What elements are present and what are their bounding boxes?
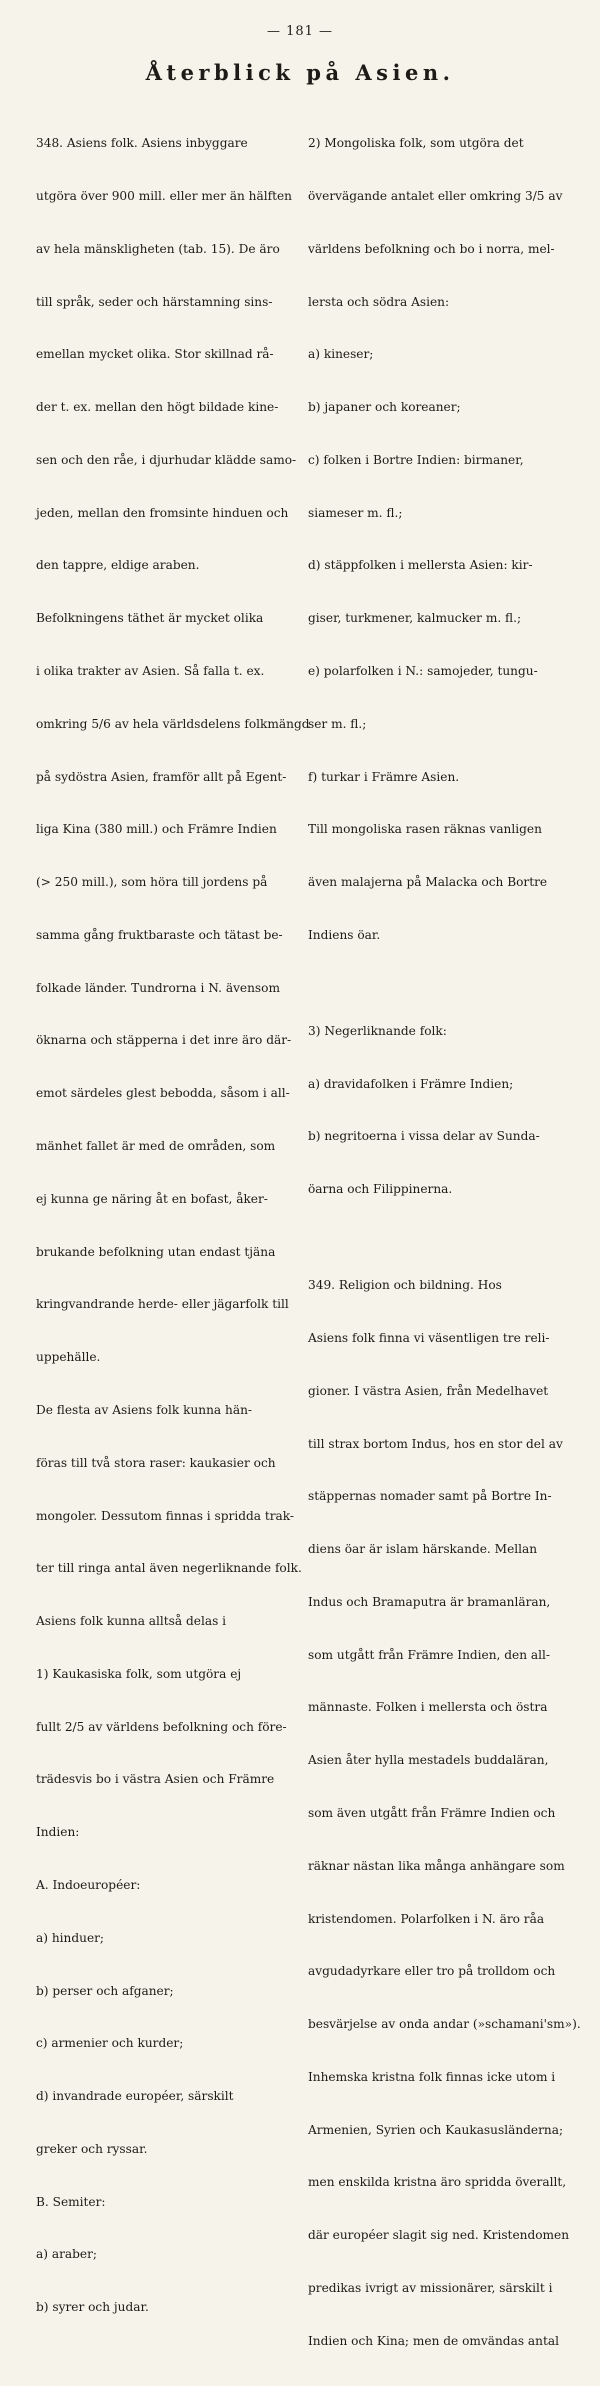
text-line: f) turkar i Främre Asien. (308, 769, 460, 784)
left-column (36, 100, 310, 2352)
text-line: även malajerna på Malacka och Bortre (308, 875, 548, 890)
text-line: på sydöstra Asien, framför allt på Egent- (36, 769, 287, 784)
text-line: avgudadyrkare eller tro på trolldom och (308, 1964, 556, 1979)
text-line: Asiens folk finna vi väsentligen tre reli- (308, 1330, 550, 1345)
text-line: d) invandrade européer, särskilt (36, 2089, 234, 2104)
page-title: Återblick på Asien. (145, 60, 455, 85)
text-line: övervägande antalet eller omkring 3/5 av (308, 188, 563, 203)
text-line: till språk, seder och härstamning sins- (36, 294, 273, 309)
text-line: d) stäppfolken i mellersta Asien: kir- (308, 558, 533, 573)
text-line: lersta och södra Asien: (308, 294, 450, 309)
text-line: b) japaner och koreaner; (308, 400, 461, 415)
text-line: fullt 2/5 av världens befolkning och före- (36, 1719, 287, 1734)
text-line: trädesvis bo i västra Asien och Främre (36, 1772, 275, 1787)
text-line: gioner. I västra Asien, från Medelhavet (308, 1383, 549, 1398)
text-line: öknarna och stäpperna i det inre äro där- (36, 1033, 292, 1048)
text-line: Armenien, Syrien och Kaukasusländerna; (308, 2122, 564, 2137)
text-line: men enskilda kristna äro spridda överallt, (308, 2175, 567, 2190)
text-line: (> 250 mill.), som höra till jordens på (36, 875, 268, 890)
text-line: c) armenier och kurder; (36, 2036, 184, 2051)
text-line: Asien åter hylla mestadels buddaläran, (308, 1753, 549, 1768)
text-line: där européer slagit sig ned. Kristendomen (308, 2228, 570, 2243)
page-number: — 181 — (266, 24, 334, 39)
text-line: i olika trakter av Asien. Så falla t. ex. (36, 664, 265, 678)
text-line: 2) Mongoliska folk, som utgöra det (308, 136, 524, 151)
text-line: emot särdeles glest bebodda, såsom i all- (36, 1086, 290, 1101)
text-line: folkade länder. Tundrorna i N. ävensom (36, 980, 280, 995)
text-line: Befolkningens täthet är mycket olika (36, 611, 264, 626)
text-line: der t. ex. mellan den högt bildade kine- (36, 400, 279, 415)
text-line: Indien: (36, 1825, 80, 1840)
text-line: brukande befolkning utan endast tjäna (36, 1244, 276, 1259)
paragraph-gap (308, 980, 573, 988)
text-line: mänhet fallet är med de områden, som (36, 1139, 276, 1154)
text-line: stäppernas nomader samt på Bortre In- (308, 1489, 552, 1504)
text-line: männaste. Folken i mellersta och östra (308, 1700, 548, 1715)
text-line: greker och ryssar. (36, 2141, 148, 2156)
text-line: c) folken i Bortre Indien: birmaner, (308, 452, 524, 467)
text-line: som utgått från Främre Indien, den all- (308, 1647, 551, 1662)
text-line: kristendomen. Polarfolken i N. äro råa (308, 1911, 545, 1926)
right-column (308, 100, 581, 2386)
text-line: till strax bortom Indus, hos en stor del av (308, 1436, 563, 1451)
text-line: den tappre, eldige araben. (36, 558, 200, 573)
text-line: kringvandrande herde- eller jägarfolk till (36, 1297, 289, 1312)
text-line: diens öar är islam härskande. Mellan (308, 1542, 538, 1557)
text-line: A. Indoeuropéer: (36, 1877, 141, 1892)
text-line: predikas ivrigt av missionärer, särskilt i (308, 2281, 553, 2296)
text-line: a) dravidafolken i Främre Indien; (308, 1076, 514, 1091)
text-line: a) kineser; (308, 347, 374, 362)
text-line: 348. Asiens folk. Asiens inbyggare (36, 136, 248, 151)
text-line: liga Kina (380 mill.) och Främre Indien (36, 822, 277, 837)
text-line: Inhemska kristna folk finnas icke utom i (308, 2069, 556, 2084)
text-line: B. Semiter: (36, 2194, 106, 2209)
text-line: samma gång fruktbaraste och tätast be- (36, 927, 283, 942)
text-line: Asiens folk kunna alltså delas i (36, 1614, 227, 1629)
text-line: emellan mycket olika. Stor skillnad rå- (36, 347, 274, 362)
text-line: giser, turkmener, kalmucker m. fl.; (308, 611, 522, 626)
text-line: b) syrer och judar. (36, 2300, 149, 2315)
text-line: ter till ringa antal även negerliknande folk. (36, 1561, 302, 1576)
text-line: utgöra över 900 mill. eller mer än hälften (36, 188, 292, 203)
text-line: siameser m. fl.; (308, 505, 403, 520)
text-line: öarna och Filippinerna. (308, 1182, 453, 1197)
text-line: Indien och Kina; men de omvändas antal (308, 2333, 559, 2348)
text-line: som även utgått från Främre Indien och (308, 1806, 556, 1820)
text-line: Till mongoliska rasen räknas vanligen (308, 822, 542, 837)
text-line: omkring 5/6 av hela världsdelens folkmängd (36, 716, 310, 731)
text-line: jeden, mellan den fromsinte hinduen och (36, 505, 289, 520)
text-line: mongoler. Dessutom finnas i spridda trak- (36, 1508, 295, 1523)
text-line: b) negritoerna i vissa delar av Sunda- (308, 1129, 540, 1144)
text-line: världens befolkning och bo i norra, mel- (308, 241, 555, 256)
text-line: a) hinduer; (36, 1930, 105, 1945)
text-line: sen och den råe, i djurhudar klädde samo- (36, 452, 297, 467)
text-line: ej kunna ge näring åt en bofast, åker- (36, 1191, 268, 1206)
text-line: Indus och Bramaputra är bramanläran, (308, 1594, 551, 1609)
text-line: Indiens öar. (308, 927, 381, 942)
text-line: av hela mänskligheten (tab. 15). De äro (36, 241, 280, 256)
text-line: e) polarfolken i N.: samojeder, tungu- (308, 664, 538, 678)
text-line: besvärjelse av onda andar (»schamani'sm»). (308, 2017, 581, 2032)
text-line: 349. Religion och bildning. Hos (308, 1278, 502, 1293)
text-line: a) araber; (36, 2247, 97, 2262)
text-line: uppehälle. (36, 1350, 101, 1365)
text-line: De flesta av Asiens folk kunna hän- (36, 1402, 252, 1417)
text-line: föras till två stora raser: kaukasier och (36, 1455, 276, 1470)
text-line: b) perser och afganer; (36, 1983, 174, 1998)
text-line: 1) Kaukasiska folk, som utgöra ej (36, 1666, 242, 1681)
text-line: ser m. fl.; (308, 716, 367, 731)
text-line: 3) Negerliknande folk: (308, 1023, 447, 1038)
paragraph-gap (308, 1234, 573, 1242)
text-line: räknar nästan lika många anhängare som (308, 1858, 565, 1873)
